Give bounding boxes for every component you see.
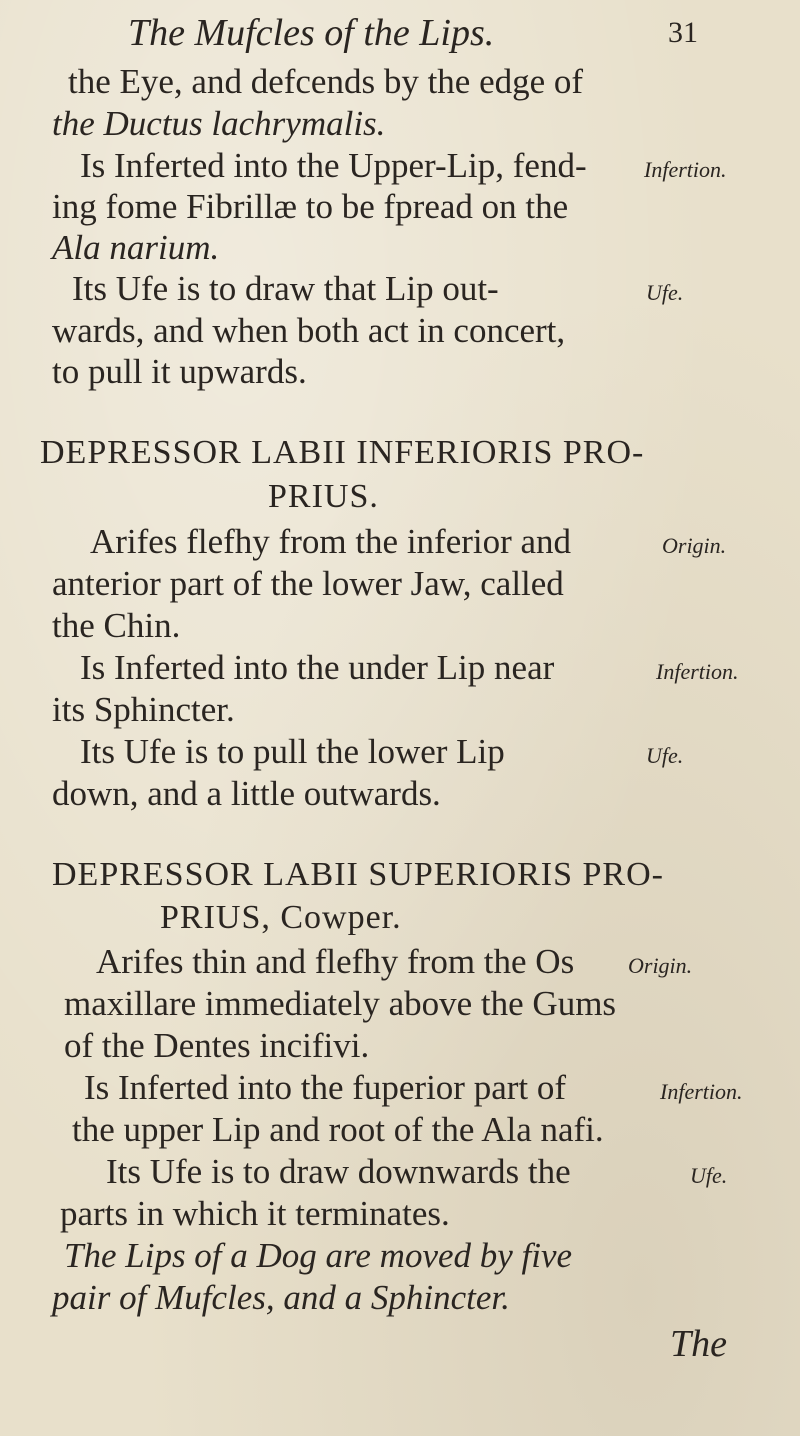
text-line: to pull it upwards. [52, 352, 307, 391]
text-line: Its Ufe is to draw that Lip out- [72, 269, 499, 308]
text-line: maxillare immediately above the Gums [64, 984, 617, 1023]
text-line: down, and a little outwards. [52, 774, 441, 813]
text-line: the Ductus lachrymalis. [52, 104, 386, 143]
text-line: anterior part of the lower Jaw, called [52, 564, 564, 603]
section-heading: PRIUS, Cowper. [160, 899, 402, 936]
text-line: parts in which it terminates. [60, 1194, 450, 1233]
margin-note-origin: Origin. [662, 533, 727, 558]
text-line: Arifes thin and flefhy from the Os [96, 942, 575, 981]
text-line: Arifes flefhy from the inferior and [90, 522, 572, 561]
margin-note-origin: Origin. [628, 953, 693, 978]
text-line: pair of Mufcles, and a Sphincter. [52, 1278, 510, 1317]
text-line: ing fome Fibrillæ to be fpread on the [52, 187, 569, 226]
text-line: Is Inferted into the Upper-Lip, fend- [80, 146, 587, 185]
text-line: Is Inferted into the under Lip near [80, 648, 555, 687]
text-line: Its Ufe is to pull the lower Lip [80, 732, 505, 771]
text-line: The Lips of a Dog are moved by five [64, 1236, 573, 1275]
text-line: Is Inferted into the fuperior part of [84, 1068, 567, 1107]
text-line: Its Ufe is to draw downwards the [106, 1152, 571, 1191]
section-heading: PRIUS. [268, 478, 379, 515]
catchword: The [670, 1323, 727, 1365]
margin-note-insertion: Infertion. [660, 1079, 743, 1104]
text-line: the Chin. [52, 606, 181, 645]
page-number: 31 [668, 16, 698, 49]
margin-note-use: Ufe. [646, 280, 684, 305]
margin-note-insertion: Infertion. [656, 659, 739, 684]
running-head-title: The Mufcles of the Lips. [128, 12, 495, 54]
margin-note-use: Ufe. [646, 743, 684, 768]
text-line: the Eye, and defcends by the edge of [68, 62, 584, 101]
margin-note-insertion: Infertion. [644, 157, 727, 182]
section-heading: DEPRESSOR LABII INFERIORIS PRO- [40, 434, 645, 471]
text-line: of the Dentes incifivi. [64, 1026, 370, 1065]
text-line: Ala narium. [52, 228, 220, 267]
text-line: its Sphincter. [52, 690, 235, 729]
text-line: the upper Lip and root of the Ala nafi. [72, 1110, 604, 1149]
margin-note-use: Ufe. [690, 1163, 728, 1188]
section-heading: DEPRESSOR LABII SUPERIORIS PRO- [52, 856, 664, 893]
text-line: wards, and when both act in concert, [52, 311, 566, 350]
